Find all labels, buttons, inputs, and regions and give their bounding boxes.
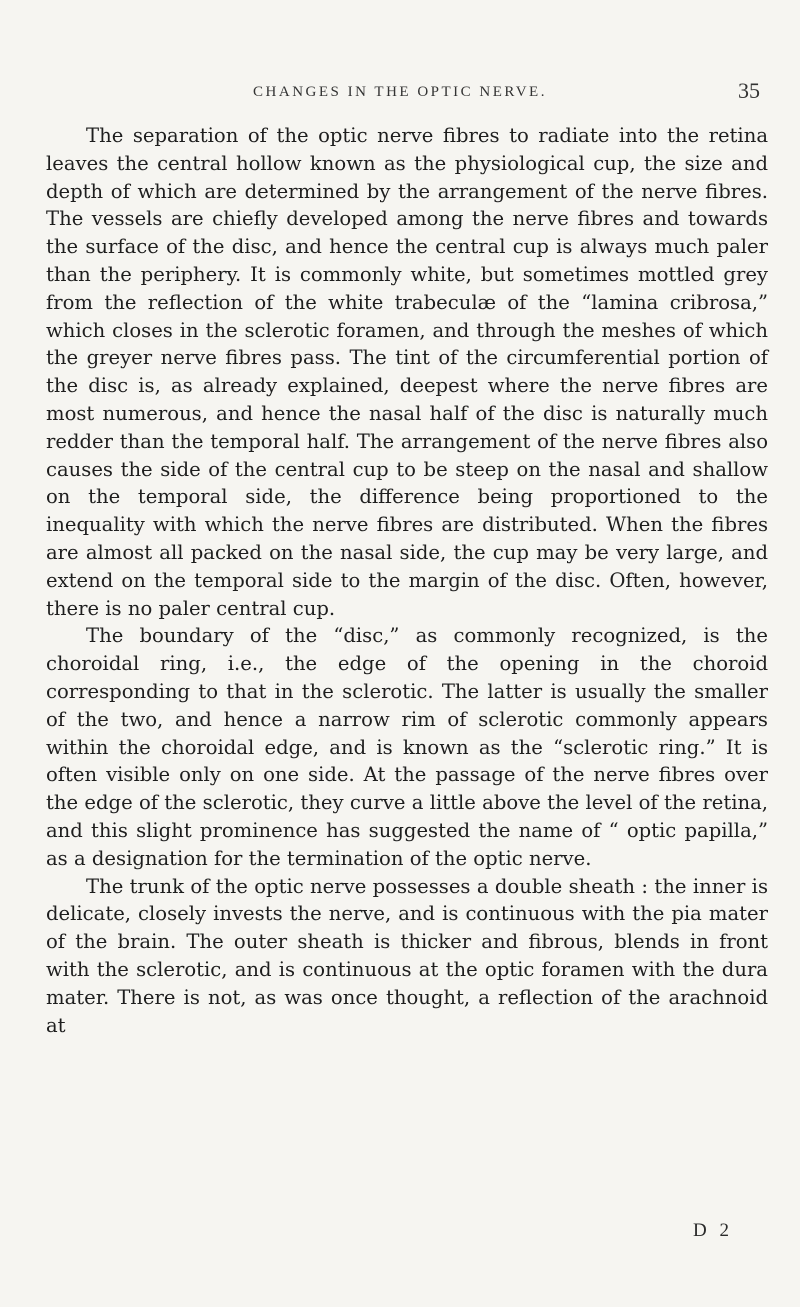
signature-mark: D 2 bbox=[693, 1220, 733, 1241]
page-number: 35 bbox=[738, 78, 760, 103]
paragraph-nerve-sheath: The trunk of the optic nerve possesses a double sheath : the inner is delicate, closely invests the nerve, and is continuous with the pia mater of the brain. The outer sheath is thicker and fibrous, blends in front with the sclerotic, and is continuous at the optic foramen with the dura mater. There is not, as was once thought, a reflection of the arachnoid at bbox=[46, 874, 768, 1037]
running-head: CHANGES IN THE OPTIC NERVE. bbox=[253, 84, 547, 100]
paragraph-disc-boundary: The boundary of the “disc,” as commonly recognized, is the choroidal ring, i.e., the edge of the opening in the choroid corresponding to that in the sclerotic. The latter is usually the smaller of the two, and hence a narrow rim of sclerotic commonly appears within the choroidal edge, and is known as the “sclerotic ring.” It is often visible only on one side. At the passage of the nerve fibres over the edge of the sclerotic, they curve a little above the level of the retina, and this slight prominence has suggested the name of “ optic papilla,” as a designation for the termination of the optic nerve. bbox=[46, 624, 768, 870]
paragraph-physiological-cup: The separation of the optic nerve fibres to radiate into the retina leaves the central hollow known as the physiological cup, the size and depth of which are determined by the arrangement of the nerve fibres. The vessels are chiefly developed among the nerve fibres and towards the surface of the disc, and hence the central cup is always much paler than the periphery. It is commonly white, but sometimes mottled grey from the reflection of the white trabeculæ of the “lamina cribrosa,” which closes in the sclerotic foramen, and through the meshes of which the greyer nerve fibres pass. The tint of the circumferential portion of the disc is, as already explained, deepest where the nerve fibres are most numerous, and hence the nasal half of the disc is naturally much redder than the temporal half. The arrangement of the nerve fibres also causes the side of the central cup to be steep on the nasal and shallow on the temporal side, the difference being proportioned to the inequality with which the nerve fibres are distributed. When the fibres are almost all packed on the nasal side, the cup may be very large, and extend on the temporal side to the margin of the disc. Often, however, there is no paler central cup. bbox=[46, 124, 768, 620]
body-text bbox=[46, 122, 768, 1039]
